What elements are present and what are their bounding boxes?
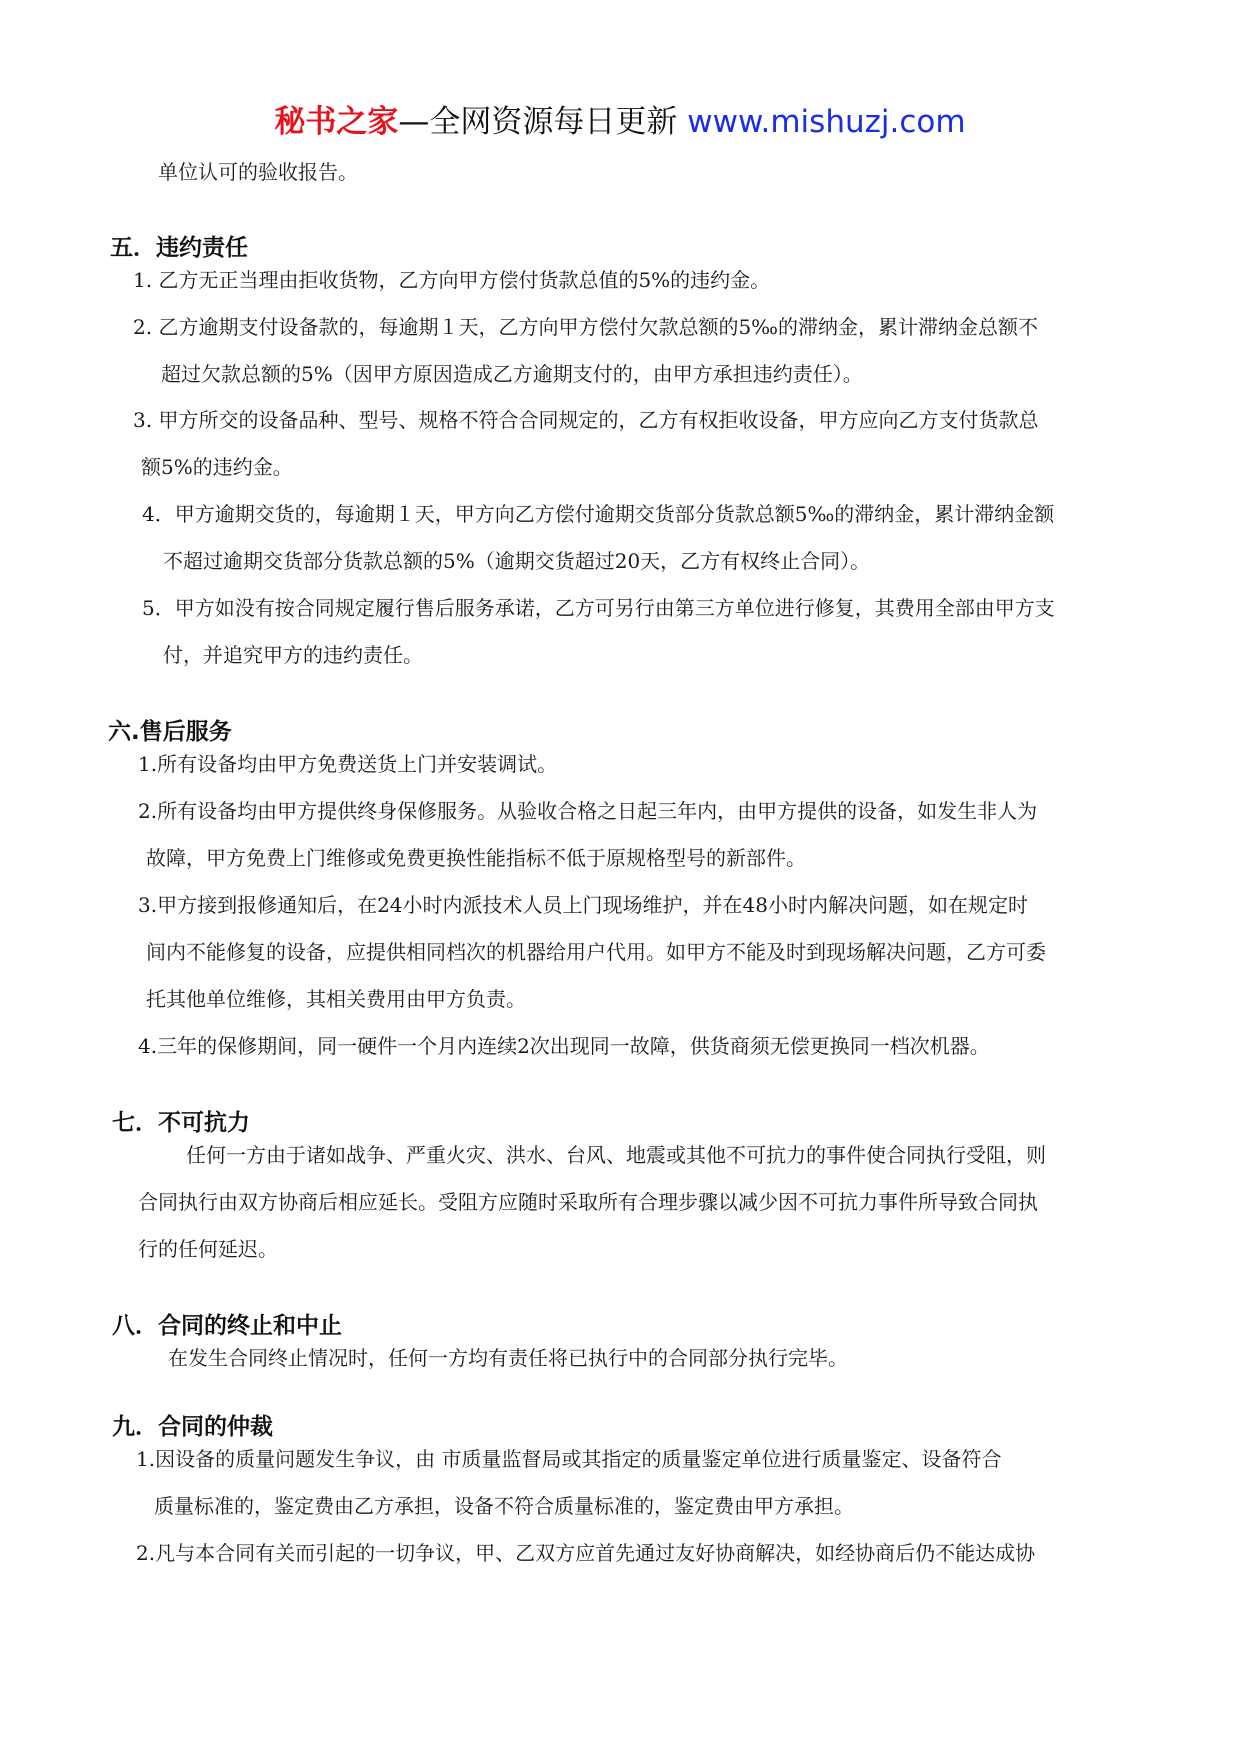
- list-item: 2.凡与本合同有关而引起的一切争议，甲、乙双方应首先通过友好协商解决，如经协商后仍不能达成协: [136, 1541, 1036, 1565]
- paragraph-line: 行的任何延迟。: [138, 1237, 278, 1261]
- banner-slogan: —全网资源每日更新: [398, 104, 688, 140]
- paragraph-line: 任何一方由于诸如战争、严重火灾、洪水、台风、地震或其他不可抗力的事件使合同执行受阻，则: [186, 1143, 1046, 1167]
- list-item-continued: 间内不能修复的设备，应提供相同档次的机器给用户代用。如甲方不能及时到现场解决问题，乙方可委: [146, 940, 1046, 964]
- brand-name: 秘书之家: [274, 104, 399, 140]
- text-line: 单位认可的验收报告。: [158, 160, 358, 184]
- list-item-continued: 超过欠款总额的5%（因甲方原因造成乙方逾期支付的，由甲方承担违约责任）。: [161, 362, 863, 386]
- list-item-continued: 质量标准的，鉴定费由乙方承担，设备不符合质量标准的，鉴定费由甲方承担。: [154, 1494, 854, 1518]
- list-item: 5．甲方如没有按合同规定履行售后服务承诺，乙方可另行由第三方单位进行修复，其费用全部由甲方支: [142, 596, 1055, 620]
- list-item: 3. 甲方所交的设备品种、型号、规格不符合合同规定的，乙方有权拒收设备，甲方应向乙方支付货款总: [133, 408, 1039, 432]
- banner-url[interactable]: www.mishuzj.com: [687, 104, 966, 140]
- site-banner: [0, 102, 1240, 142]
- section-heading-7: 七．不可抗力: [112, 1110, 250, 1136]
- section-heading-8: 八．合同的终止和中止: [112, 1313, 342, 1339]
- list-item: 4.三年的保修期间，同一硬件一个月内连续2次出现同一故障，供货商须无偿更换同一档次机器。: [138, 1034, 990, 1058]
- list-item-continued: 额5%的违约金。: [141, 455, 293, 479]
- section-heading-6: 六.售后服务: [108, 719, 232, 745]
- list-item: 1.因设备的质量问题发生争议，由 市质量监督局或其指定的质量鉴定单位进行质量鉴定、设备符合: [136, 1447, 1002, 1471]
- list-item-continued: 故障，甲方免费上门维修或免费更换性能指标不低于原规格型号的新部件。: [146, 846, 806, 870]
- list-item: 3.甲方接到报修通知后，在24小时内派技术人员上门现场维护，并在48小时内解决问题，如在规定时: [138, 893, 1028, 917]
- list-item-continued: 托其他单位维修，其相关费用由甲方负责。: [146, 987, 526, 1011]
- list-item-continued: 付，并追究甲方的违约责任。: [163, 643, 423, 667]
- list-item: 4．甲方逾期交货的，每逾期１天，甲方向乙方偿付逾期交货部分货款总额5‰的滞纳金，累计滞纳金额: [142, 502, 1055, 526]
- paragraph-line: 在发生合同终止情况时，任何一方均有责任将已执行中的合同部分执行完毕。: [168, 1346, 848, 1370]
- list-item-continued: 不超过逾期交货部分货款总额的5%（逾期交货超过20天，乙方有权终止合同）。: [163, 549, 871, 573]
- section-heading-9: 九．合同的仲裁: [112, 1414, 273, 1440]
- list-item: 1. 乙方无正当理由拒收货物，乙方向甲方偿付货款总值的5%的违约金。: [133, 268, 771, 292]
- list-item: 2. 乙方逾期支付设备款的，每逾期１天，乙方向甲方偿付欠款总额的5‰的滞纳金，累计滞纳金总额不: [133, 315, 1038, 339]
- section-heading-5: 五．违约责任: [110, 235, 248, 261]
- list-item: 1.所有设备均由甲方免费送货上门并安装调试。: [138, 752, 558, 776]
- paragraph-line: 合同执行由双方协商后相应延长。受阻方应随时采取所有合理步骤以减少因不可抗力事件所导致合同执: [138, 1190, 1038, 1214]
- list-item: 2.所有设备均由甲方提供终身保修服务。从验收合格之日起三年内，由甲方提供的设备，如发生非人为: [138, 799, 1038, 823]
